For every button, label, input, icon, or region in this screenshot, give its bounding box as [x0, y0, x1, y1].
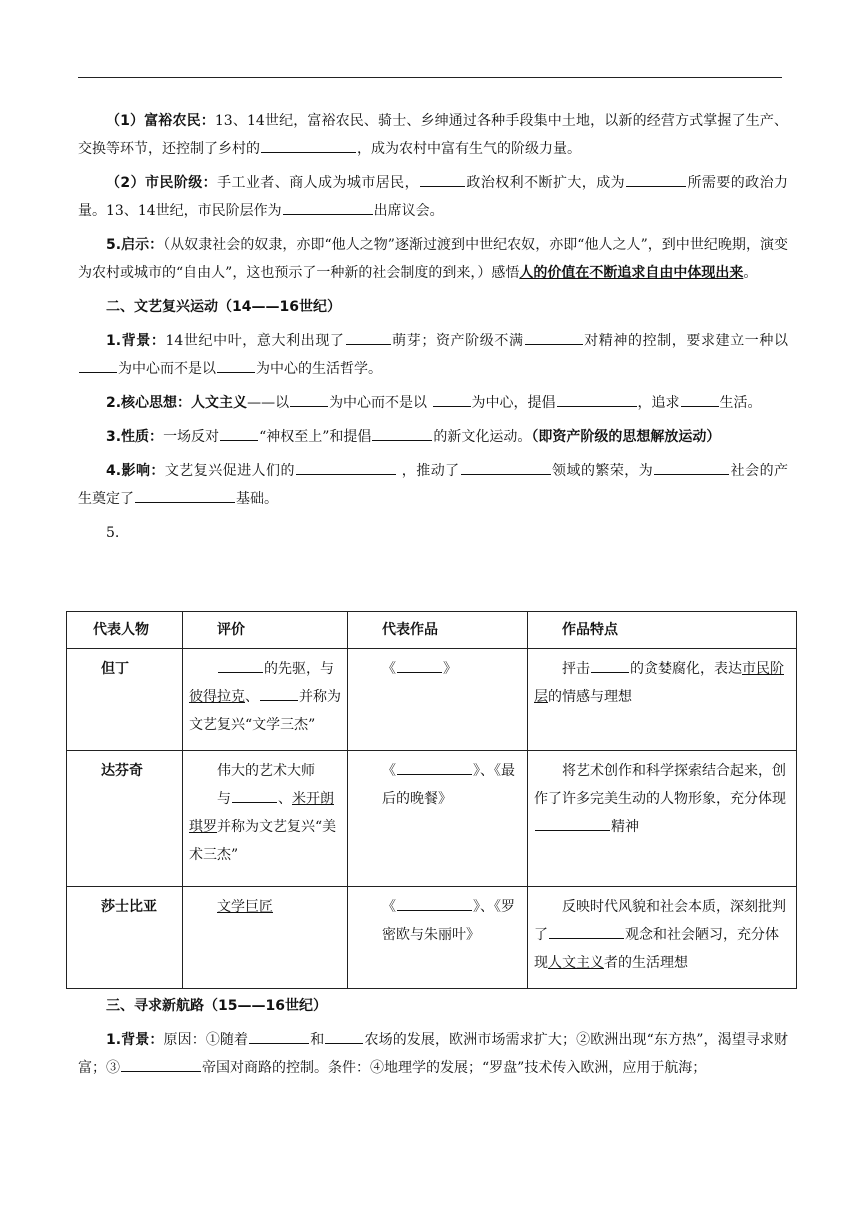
- text: 、: [278, 791, 292, 807]
- text: 领域的繁荣，为: [551, 463, 654, 479]
- section-heading-new-routes: 三、寻求新航路（15——16世纪）: [106, 998, 327, 1014]
- fill-blank[interactable]: [79, 357, 117, 373]
- label: 5.启示：: [106, 237, 164, 253]
- text: 的情感与理想: [548, 689, 632, 705]
- fill-blank[interactable]: [217, 357, 255, 373]
- table-row: [67, 649, 797, 751]
- text: 帝国对商路的控制。条件：④地理学的发展；“罗盘”技术传入欧洲，应用于航海；: [202, 1060, 707, 1076]
- text: 出席议会。: [373, 203, 444, 219]
- fill-blank[interactable]: [260, 685, 298, 701]
- evaluation-cell: [183, 751, 348, 887]
- text: ——以: [247, 395, 290, 411]
- text: 《: [382, 763, 396, 779]
- paragraph-nature: [78, 423, 788, 451]
- paragraph-routes-background: [78, 1026, 788, 1082]
- fill-blank[interactable]: [535, 815, 610, 831]
- column-header: 代表作品: [348, 612, 528, 649]
- text: 13、14世纪，富裕农民、骑士、乡绅通过各种手段集中土地，以新的经营方式掌握了生产、交换等环节，还控制了乡村的: [78, 113, 788, 157]
- text: 抨击: [562, 661, 590, 677]
- section-heading-renaissance: 二、文艺复兴运动（14——16世纪）: [106, 299, 341, 315]
- fill-blank[interactable]: [626, 171, 686, 187]
- text: “神权至上”和提倡: [259, 429, 372, 445]
- evaluation-cell: [183, 649, 348, 751]
- fill-blank[interactable]: [346, 329, 391, 345]
- fill-blank[interactable]: [249, 1028, 309, 1044]
- fill-blank[interactable]: [461, 459, 551, 475]
- table-row: [67, 887, 797, 989]
- features-cell: [528, 649, 797, 751]
- text: 并称为文艺复兴“美术三杰”: [189, 819, 337, 863]
- column-header: 代表人物: [67, 612, 183, 649]
- fill-blank[interactable]: [220, 425, 258, 441]
- new-routes-section: [78, 992, 788, 1082]
- text: 的新文化运动。: [433, 429, 532, 445]
- fill-blank[interactable]: [591, 657, 629, 673]
- text: 手工业者、商人成为城市居民，: [217, 175, 419, 191]
- works-cell: [348, 649, 528, 751]
- emphasis-text: （即资产阶级的思想解放运动）: [531, 429, 721, 445]
- table-header-row: [67, 612, 797, 649]
- column-header: 作品特点: [528, 612, 797, 649]
- fill-blank[interactable]: [121, 1056, 201, 1072]
- text: 伟大的艺术大师: [217, 763, 315, 779]
- label: 1.背景：: [106, 333, 166, 349]
- text: 并称为文艺复兴“文学三杰”: [189, 689, 341, 733]
- works-cell: [348, 887, 528, 989]
- fill-blank[interactable]: [397, 895, 472, 911]
- figure-name: 莎士比亚: [67, 887, 183, 989]
- figure-name: 达芬奇: [67, 751, 183, 887]
- paragraph-insight: [78, 231, 788, 287]
- fill-blank[interactable]: [325, 1028, 363, 1044]
- label: 2.核心思想：人文主义: [106, 395, 248, 411]
- text: 政治权利不断扩大，成为: [466, 175, 626, 191]
- text: 所需要的政治力量。13、14世纪，市民阶层作为: [78, 175, 789, 219]
- fill-blank[interactable]: [135, 487, 235, 503]
- underlined-text: 彼得拉克: [189, 689, 245, 705]
- text: 原因：①随着: [163, 1032, 249, 1048]
- text: 14世纪中叶，意大利出现了: [165, 333, 345, 349]
- fill-blank[interactable]: [372, 425, 432, 441]
- text: 为中心而不是以: [118, 361, 216, 377]
- fill-blank[interactable]: [654, 459, 729, 475]
- fill-blank[interactable]: [296, 459, 396, 475]
- text: 的贪婪腐化，表达: [630, 661, 742, 677]
- fill-blank[interactable]: [420, 171, 465, 187]
- fill-blank[interactable]: [681, 391, 719, 407]
- text: 为中心，提倡: [471, 395, 556, 411]
- text: 农场的发展，欧洲市场需求扩大；②欧洲出现“东方热”，渴望寻求财富；③: [78, 1032, 789, 1076]
- label: （1）富裕农民：: [106, 113, 215, 129]
- underlined-text: 文学巨匠: [217, 899, 273, 915]
- fill-blank[interactable]: [557, 391, 637, 407]
- item-number: 5.: [106, 525, 120, 541]
- text: 萌芽；资产阶级不满: [391, 333, 524, 349]
- fill-blank[interactable]: [218, 657, 263, 673]
- fill-blank[interactable]: [397, 759, 472, 775]
- text: 者的生活理想: [604, 955, 688, 971]
- underlined-conclusion: 人的价值在不断追求自由中体现出来: [519, 265, 744, 281]
- paragraph-citizens: [78, 169, 788, 225]
- text: 生活。: [719, 395, 762, 411]
- label: （2）市民阶级：: [106, 175, 218, 191]
- label: 4.影响：: [106, 463, 165, 479]
- text: 》、《罗密欧与朱丽叶》: [382, 899, 515, 943]
- table-row: [67, 751, 797, 887]
- text: 《: [382, 899, 396, 915]
- text: 。: [743, 265, 758, 281]
- text: 为中心而不是以: [329, 395, 432, 411]
- text: ，推动了: [396, 463, 460, 479]
- renaissance-figures-table: [66, 611, 797, 989]
- column-header: 评价: [183, 612, 348, 649]
- fill-blank[interactable]: [290, 391, 328, 407]
- label: 1.背景：: [106, 1032, 164, 1048]
- text: ，成为农村中富有生气的阶级力量。: [357, 141, 581, 157]
- main-content: [78, 107, 788, 547]
- underlined-text: 人文主义: [548, 955, 604, 971]
- underlined-text: 米开朗琪罗: [189, 791, 334, 835]
- features-cell: [528, 751, 797, 887]
- text: ，追求: [637, 395, 680, 411]
- text: 将艺术创作和科学探索结合起来，创作了许多完美生动的人物形象，充分体现: [534, 763, 786, 807]
- text: 、: [245, 689, 259, 705]
- paragraph-influence: [78, 457, 788, 513]
- text: 和: [310, 1032, 325, 1048]
- text: 文艺复兴促进人们的: [164, 463, 295, 479]
- text: 《: [382, 661, 396, 677]
- fill-blank[interactable]: [261, 137, 356, 153]
- fill-blank[interactable]: [283, 199, 373, 215]
- features-cell: [528, 887, 797, 989]
- works-cell: [348, 751, 528, 887]
- fill-blank[interactable]: [232, 787, 277, 803]
- text: 观念和社会陋习，充分体现: [534, 927, 779, 971]
- text: 》: [443, 661, 457, 677]
- fill-blank[interactable]: [549, 923, 624, 939]
- paragraph-background: [78, 327, 788, 383]
- text: 一场反对: [163, 429, 220, 445]
- fill-blank[interactable]: [433, 391, 471, 407]
- text: 精神: [611, 819, 639, 835]
- text: 基础。: [236, 491, 278, 507]
- text: 》、《最后的晚餐》: [382, 763, 515, 807]
- text: 为中心的生活哲学。: [256, 361, 382, 377]
- label: 3.性质：: [106, 429, 164, 445]
- text: 对精神的控制，要求建立一种以: [583, 333, 789, 349]
- paragraph-core-idea: [78, 389, 788, 417]
- fill-blank[interactable]: [525, 329, 583, 345]
- text: 社会的产生奠定了: [78, 463, 789, 507]
- fill-blank[interactable]: [397, 657, 442, 673]
- text: （从奴隶社会的奴隶，亦即“他人之物”逐渐过渡到中世纪农奴，亦即“他人之人”，到中世纪晚期，演变为农村或城市的“自由人”，这也预示了一种新的社会制度的到来，）感悟: [78, 237, 788, 281]
- text: 反映时代风貌和社会本质，深刻批判了: [534, 899, 786, 943]
- figure-name: 但丁: [67, 649, 183, 751]
- text: 的先驱，与: [264, 661, 334, 677]
- text: 与: [217, 791, 231, 807]
- header-rule: [78, 77, 782, 78]
- paragraph-rich-peasants: [78, 107, 788, 163]
- underlined-text: 市民阶层: [534, 661, 784, 705]
- evaluation-cell: [183, 887, 348, 989]
